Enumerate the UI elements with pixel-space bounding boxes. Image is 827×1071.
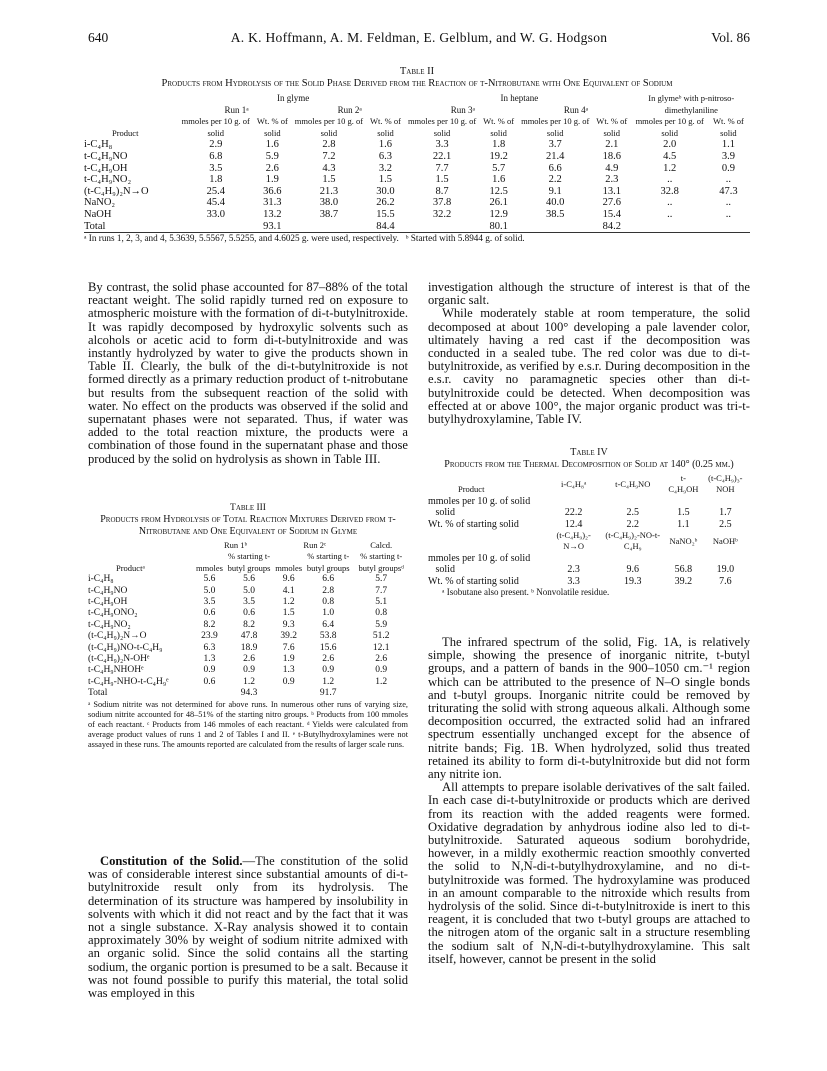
t4-row-label: Wt. % of starting solid [428, 518, 519, 530]
table-cell: 9.3 [282, 619, 295, 630]
table-cell: 47.8 [240, 631, 258, 642]
table-cell: 1.2 [282, 597, 295, 608]
table-cell: .. [725, 208, 732, 220]
table-cell: 15.6 [319, 642, 337, 653]
table-cell: 1.5 [435, 174, 449, 186]
table-cell: 0.9 [322, 665, 335, 676]
table-cell: 0.8 [322, 597, 335, 608]
table-cell: 2.8 [322, 585, 335, 596]
row-product: Total [84, 220, 106, 232]
table-cell: 12.5 [489, 185, 508, 197]
table-cell: 30.0 [376, 185, 395, 197]
table-cell: 4.9 [605, 162, 619, 174]
row-product: (t-C₄H₉)₂N→O [84, 185, 149, 197]
table-row [84, 163, 750, 175]
table-cell [519, 221, 591, 233]
table-cell: 38.5 [546, 208, 565, 220]
t4-product-header: Product [458, 484, 485, 495]
table-cell: 7.6 [719, 575, 732, 587]
table-cell: 51.2 [372, 631, 390, 642]
t2-wt-header: Wt. % of solid [370, 116, 401, 138]
t2-wt-header: Wt. % of solid [712, 116, 744, 138]
table-cell: .. [667, 208, 673, 220]
table-cell: 5.7 [492, 162, 506, 174]
table-cell: 2.0 [663, 139, 677, 151]
table-cell: 8.7 [435, 185, 449, 197]
t4-column-header: t-C₄H₉OH [668, 473, 699, 495]
table-cell: 22.2 [564, 507, 583, 519]
table-row [88, 574, 408, 585]
table-cell: 0.9 [203, 665, 216, 676]
table-cell: 2.5 [626, 507, 639, 519]
table-cell: 8.2 [203, 619, 216, 630]
row-product: t-C₄H₉NO₂ [88, 619, 131, 630]
table-row [88, 586, 408, 597]
table-cell: 5.1 [375, 597, 388, 608]
table-cell: 1.3 [282, 665, 295, 676]
table-cell: 56.8 [674, 564, 693, 576]
table-cell: 2.5 [719, 518, 732, 530]
table-cell: 93.1 [263, 220, 282, 232]
table-cell: 2.3 [567, 564, 580, 576]
table-2-footnote-b: ᵇ Started with 5.8944 g. of solid. [405, 233, 525, 244]
table-cell: 4.3 [322, 162, 336, 174]
table-cell [633, 221, 707, 233]
table-cell: 15.5 [376, 208, 395, 220]
table-cell: 2.8 [322, 139, 336, 151]
table-cell: 1.0 [322, 608, 335, 619]
table-3-title: Products from Hydrolysis of Total Reaction Mixtures Derived from t-Nitrobutane and One Equivalent of Sodium in Glyme [100, 514, 396, 537]
table-4-footnotes: ᵃ Isobutane also present. ᵇ Nonvolatile residue. [442, 587, 610, 598]
table-cell: 2.2 [548, 174, 562, 186]
row-product: t-C₄H₉OH [84, 162, 128, 174]
row-product: Total [88, 688, 108, 699]
table-cell [406, 221, 478, 233]
table-cell: 38.7 [319, 208, 339, 220]
t4-column-header: NaOHᵇ [712, 535, 738, 546]
t2-wt-header: Wt. % of solid [596, 116, 628, 138]
row-product: t-C₄H₉-NHO-t-C₄H₉ᵉ [88, 676, 169, 687]
table-cell: 2.3 [605, 174, 619, 186]
table-row [84, 221, 750, 233]
t4-row-mmol: mmoles per 10 g. of solid [428, 552, 531, 564]
table-row [84, 151, 750, 163]
t3-calcd-header: Calcd. [370, 540, 393, 550]
table-cell: 3.5 [209, 162, 223, 174]
paragraph: investigation although the structure of interest is that of the organic salt. [428, 280, 750, 308]
paragraph: By contrast, the solid phase accounted for 87–88% of the total reactant weight. The solid rapidly turned red on exposure to atmospheric moisture with the formation of di-t-butylnitroxide. It was rapidly decomposed by hydroxylic solvents such as alcohols or acetic acid to form di-t-butylnitroxide and was instantly hydrolyzed by water to give the products shown in Table II. Clearly, the bulk of the di-t-butylnitroxide is not formed directly as a primary reduction product of t-nitrobutane but results from the subsequent reaction of the solid with water. No effect on the products was observed if the solid and supernatant phases were not separated. Thus, if water was added to the total reaction mixture, the products were a combination of those found in the supernatant phase and those produced by the solid on hydrolysis as shown in Table III. [88, 280, 408, 466]
table-cell: .. [725, 197, 732, 209]
table-cell: 39.2 [280, 631, 297, 642]
table-cell: 3.9 [721, 150, 735, 162]
table-cell: 21.3 [319, 185, 339, 197]
table-cell: 19.3 [623, 575, 642, 587]
t3-mmoles-header: mmoles [196, 562, 223, 573]
row-product: (t-C₄H₉)₂N-OHᵉ [88, 654, 150, 665]
table-cell: 32.8 [660, 185, 679, 197]
table-cell: 7.6 [282, 642, 295, 653]
t3-pct-header: % starting t-butyl groups [306, 551, 350, 573]
table-cell [293, 221, 365, 233]
group-heptane: In heptane [500, 93, 539, 103]
table-row [88, 608, 408, 619]
table-cell: 84.4 [376, 220, 395, 232]
table-2-footnote-a: ᵃ In runs 1, 2, 3, and 4, 5.3639, 5.5567, 5.5255, and 4.6025 g. were used, respectively. [84, 233, 399, 244]
table-cell: 1.8 [492, 139, 506, 151]
table-cell: 19.0 [716, 564, 735, 576]
row-product: i-C₄H₈ [88, 574, 114, 585]
table-cell: 94.3 [240, 688, 258, 699]
table-cell: 6.3 [378, 150, 393, 162]
right-column-bottom [428, 636, 750, 966]
table-cell: 36.6 [263, 185, 282, 197]
table-row [88, 688, 408, 699]
table-row [84, 139, 750, 151]
table-cell: 1.6 [492, 174, 506, 186]
table-4-label: Table IV [570, 447, 608, 458]
table-row [84, 209, 750, 221]
table-cell: 4.1 [282, 585, 295, 596]
table-3-label: Table III [230, 503, 266, 513]
table-cell: 22.1 [432, 150, 452, 162]
table-row [88, 665, 408, 676]
t4-column-header: i-C₄H₈ᵃ [561, 478, 587, 489]
table-cell: 6.4 [322, 619, 335, 630]
table-cell: 4.5 [663, 150, 677, 162]
running-header [88, 30, 750, 46]
table-cell: 40.0 [546, 197, 565, 209]
row-product: t-C₄H₉NO [84, 150, 128, 162]
table-cell [354, 688, 408, 699]
table-cell: 1.2 [663, 162, 677, 174]
t4-column-header: (t-C₄H₉)₂-NO-t-C₄H₉ [605, 530, 661, 552]
table-row [84, 174, 750, 186]
table-cell: 0.9 [375, 665, 388, 676]
t3-product-header: Productᵃ [116, 562, 145, 573]
run-1-header: Run 1ᵃ [224, 104, 249, 115]
right-column-top [428, 281, 750, 426]
row-product: (t-C₄H₉)NO-t-C₄H₉ [88, 642, 163, 653]
product-column-header: Product [112, 127, 139, 138]
t2-mmol-header: mmoles per 10 g. of solid [521, 116, 590, 138]
table-cell: 1.1 [721, 139, 735, 151]
table-cell: 21.4 [546, 150, 565, 162]
table-cell: 1.2 [243, 676, 255, 687]
paragraph: All attempts to prepare isolable derivatives of the salt failed. In each case di-t-butylnitroxide or products which are derived from its reaction with the added reagents were formed. Oxidative degradation by anhydrous iodine also led to di-t-butylnitroxide. Saturated aqueous sodium borohydride, however, in a mildly exothermic reaction smoothly converted the solid to N,N-di-t-butylhydroxylamine, and no di-t-butylnitroxide was formed. The hydroxylamine was produced in an amount comparable to the nitroxide which results from hydrolysis of the solid. Since di-t-butylnitroxide is inert to this reagent, it is concluded that two t-butyl groups are attached to the nitrogen atom of the organic salt in a structure resembling the sodium salt of N,N-di-t-butylhydroxylamine. This salt itself, however, cannot be present in the solid [428, 780, 750, 966]
table-2-label: Table II [399, 66, 435, 77]
left-column-bottom [88, 855, 408, 1000]
row-product: t-C₄H₉NHOHᵉ [88, 665, 144, 676]
table-cell: 19.2 [489, 150, 508, 162]
table-cell: .. [667, 174, 673, 186]
table-cell: 13.2 [263, 208, 282, 220]
table-cell: 3.3 [435, 139, 449, 151]
table-cell: 1.5 [677, 507, 690, 519]
table-cell: 12.4 [564, 518, 583, 530]
table-cell: 0.6 [243, 608, 255, 619]
table-cell: 7.7 [435, 162, 449, 174]
table-cell: 0.8 [375, 608, 388, 619]
table-cell: 5.0 [243, 585, 255, 596]
table-cell [275, 688, 302, 699]
row-product: t-C₄H₉OH [88, 597, 128, 608]
table-cell: 12.9 [489, 208, 508, 220]
t4-row-label: solid [428, 507, 455, 519]
table-4 [428, 447, 750, 598]
table-cell: 8.2 [243, 619, 255, 630]
table-3 [88, 502, 408, 750]
table-cell: 32.2 [432, 208, 452, 220]
table-cell: 9.6 [282, 574, 295, 585]
t3-pct-header: % starting t-butyl groups [227, 551, 271, 573]
table-cell: 3.3 [567, 575, 580, 587]
table-row [88, 620, 408, 631]
t4-row-label: Wt. % of starting solid [428, 575, 519, 587]
section-heading: Constitution of the Solid. [100, 854, 243, 868]
table-cell: 39.2 [674, 575, 693, 587]
table-cell: 5.7 [375, 574, 388, 585]
row-product: NaNO₂ [84, 197, 116, 209]
row-product: t-C₄H₉NO₂ [84, 174, 132, 186]
table-cell: 1.6 [378, 139, 393, 151]
paragraph: —The constitution of the solid was of considerable interest since substantial amounts of di-t-butylnitroxide result only from its hydrolysis. The determination of its structure was hampered by insolubility in solvents with which it did not react and by the fact that it was not a single substance. X-Ray analysis showed it to contain approximately 30% by weight of sodium nitrite admixed with an organic solid. Since the solid contains all the starting sodium, the organic portion is presumed to be a salt. Because it was not found possible to purify this material, the total solid was employed in this [88, 854, 408, 1001]
t3-run1-header: Run 1ᵇ [224, 540, 248, 550]
table-2 [84, 66, 750, 244]
table-cell [707, 221, 750, 233]
t4-column-header: (t-C₄H₉)₃-NOH [708, 473, 743, 495]
table-row [88, 597, 408, 608]
table-cell: 5.0 [203, 585, 216, 596]
table-cell: 2.9 [209, 139, 223, 151]
table-cell: 0.9 [721, 162, 735, 174]
table-cell: 26.2 [376, 197, 395, 209]
table-2-grid [84, 93, 750, 233]
table-cell: 6.3 [203, 642, 216, 653]
paragraph: The infrared spectrum of the solid, Fig. 1A, is relatively simple, showing the presence of inorganic nitrite, t-butyl groups, and a pattern of bands in the 900–1050 cm.⁻¹ region which can be attributed to the presence of N–O single bonds and t-butyl groups. Inorganic nitrite could be removed by triturating the solid with strong aqueous alkali. Although some decomposition occurred, the extracted solid had an infrared spectrum essentially unchanged except for the absence of nitrite bands; Fig. 1B. When hydrolyzed, solid thus treated retained its ability to form di-t-butylnitroxide but did not form any nitrite ion. [428, 635, 750, 782]
table-cell: 3.5 [243, 597, 255, 608]
group-glyme-amine: In glymeᵇ with p-nitroso-dimethylaniline [648, 93, 735, 115]
table-cell: 31.3 [263, 197, 282, 209]
t2-mmol-header: mmoles per 10 g. of solid [635, 116, 704, 138]
table-cell: 15.4 [602, 208, 621, 220]
table-cell: 0.6 [203, 608, 216, 619]
table-cell: 3.2 [378, 162, 393, 174]
table-cell: 13.1 [602, 185, 621, 197]
table-cell: 18.6 [602, 150, 621, 162]
table-cell: 1.9 [282, 654, 295, 665]
table-cell: 1.5 [322, 174, 336, 186]
t4-row-label: solid [428, 564, 455, 576]
table-cell [196, 688, 223, 699]
table-4-grid [428, 473, 750, 587]
table-row [88, 654, 408, 665]
table-row [84, 186, 750, 198]
table-cell: .. [667, 197, 673, 209]
table-cell: 26.1 [489, 197, 508, 209]
row-product: i-C₄H₈ [84, 139, 113, 151]
table-row [84, 197, 750, 209]
page-number: 640 [88, 30, 109, 45]
t2-wt-header: Wt. % of solid [483, 116, 515, 138]
table-row [88, 631, 408, 642]
table-2-title: Products from Hydrolysis of the Solid Phase Derived from the Reaction of t-Nitrobutane with One Equivalent of Sodium [161, 78, 673, 89]
table-cell: 7.2 [322, 150, 336, 162]
table-cell: 7.7 [375, 585, 388, 596]
left-column-top [88, 281, 408, 466]
table-cell: 1.6 [265, 139, 279, 151]
table-cell: 23.9 [201, 631, 218, 642]
table-cell: .. [725, 174, 732, 186]
table-cell: 9.6 [626, 564, 639, 576]
table-3-grid [88, 540, 408, 700]
row-product: t-C₄H₉ONO₂ [88, 608, 138, 619]
table-cell: 2.6 [243, 654, 255, 665]
t2-mmol-header: mmoles per 10 g. of solid [294, 116, 364, 138]
table-cell: 0.6 [203, 676, 216, 687]
group-glyme: In glyme [277, 93, 310, 103]
running-title: A. K. Hoffmann, A. M. Feldman, E. Gelblum, and W. G. Hodgson [230, 30, 608, 45]
table-cell: 5.6 [203, 574, 216, 585]
table-cell: 5.9 [375, 619, 388, 630]
table-cell: 25.4 [206, 185, 225, 197]
t2-wt-header: Wt. % of solid [256, 116, 288, 138]
t4-column-header: t-C₄H₉NO [615, 478, 651, 489]
table-cell: 1.2 [375, 676, 388, 687]
table-cell: 0.9 [243, 665, 255, 676]
table-cell [180, 221, 252, 233]
table-cell: 1.1 [677, 518, 690, 530]
table-cell: 9.1 [548, 185, 562, 197]
row-product: t-C₄H₉NO [88, 585, 128, 596]
table-row [88, 643, 408, 654]
table-cell: 2.6 [265, 162, 279, 174]
paragraph: While moderately stable at room temperature, the solid decomposed at about 100° developing a pale lavender color, ultimately having a red cast if the decomposition was conducted in a sealed tube. The red color was due to di-t-butylnitroxide, as verified by e.s.r. During decomposition in the e.s.r. cavity no paramagnetic species other than di-t-butylnitroxide could be detected. When decomposition was effected at or above 100°, the major organic product was tri-t-butylhydroxylamine, Table IV. [428, 306, 750, 427]
row-product: (t-C₄H₉)₂N→O [88, 631, 147, 642]
t3-mmoles-header: mmoles [275, 562, 303, 573]
table-cell: 2.6 [375, 654, 388, 665]
table-cell: 38.0 [319, 197, 339, 209]
t2-mmol-header: mmoles per 10 g. of solid [407, 116, 477, 138]
t3-calcd-sub: % starting t-butyl groupsᵈ [358, 551, 404, 573]
table-cell: 1.5 [378, 174, 393, 186]
table-cell: 1.9 [265, 174, 279, 186]
table-cell: 6.8 [209, 150, 223, 162]
table-cell: 3.7 [548, 139, 562, 151]
table-3-footnotes: ᵃ Sodium nitrite was not determined for above runs. In numerous other runs of varying size, sodium nitrite accounted for 48–51% of the starting nitro groups. ᵇ Products from 100 mmoles of each reactant. ᶜ Products from 146 mmoles of each reactant. ᵈ Yields were calculated from average product values of runs 1 and 2 of Tables I and II. ᵉ t-Butylhydroxylamines were not assayed in these runs. The amounts reported are calculated from the results of larger scale runs. [88, 699, 408, 749]
table-cell: 2.2 [626, 518, 639, 530]
table-cell: 27.6 [602, 197, 621, 209]
table-cell: 91.7 [319, 688, 337, 699]
t4-column-header: NaNO₂ᵇ [669, 535, 698, 546]
volume-number: Vol. 86 [711, 30, 750, 45]
table-cell: 53.8 [319, 631, 337, 642]
table-cell: 45.4 [206, 197, 225, 209]
table-cell: 84.2 [602, 220, 621, 232]
t4-row-mmol: mmoles per 10 g. of solid [428, 495, 531, 507]
table-cell: 1.8 [209, 174, 223, 186]
table-cell: 1.7 [719, 507, 732, 519]
run-2-header: Run 2ᵃ [337, 104, 362, 115]
table-cell: 1.3 [203, 654, 216, 665]
table-cell: 37.8 [432, 197, 452, 209]
table-cell: 5.9 [265, 150, 279, 162]
table-cell: 33.0 [206, 208, 225, 220]
table-4-title: Products from the Thermal Decomposition of Solid at 140° (0.25 mm.) [444, 459, 734, 470]
table-row [88, 677, 408, 688]
table-cell: 1.5 [282, 608, 295, 619]
t2-mmol-header: mmoles per 10 g. of solid [181, 116, 250, 138]
table-cell: 6.6 [548, 162, 562, 174]
table-cell: 2.1 [605, 139, 619, 151]
table-cell: 18.9 [240, 642, 258, 653]
table-cell: 5.6 [243, 574, 255, 585]
table-cell: 12.1 [372, 642, 390, 653]
table-cell: 1.2 [322, 676, 335, 687]
table-cell: 3.5 [203, 597, 216, 608]
run-3-header: Run 3ᵃ [450, 104, 475, 115]
table-cell: 47.3 [719, 185, 738, 197]
run-4-header: Run 4ᵃ [563, 104, 589, 115]
table-cell: 2.6 [322, 654, 335, 665]
t4-column-header: (t-C₄H₉)₂-N→O [556, 530, 591, 552]
table-cell: 6.6 [322, 574, 335, 585]
t3-run2-header: Run 2ᶜ [303, 540, 327, 550]
row-product: NaOH [84, 208, 112, 220]
table-cell: 0.9 [282, 676, 295, 687]
table-cell: 80.1 [489, 220, 508, 232]
